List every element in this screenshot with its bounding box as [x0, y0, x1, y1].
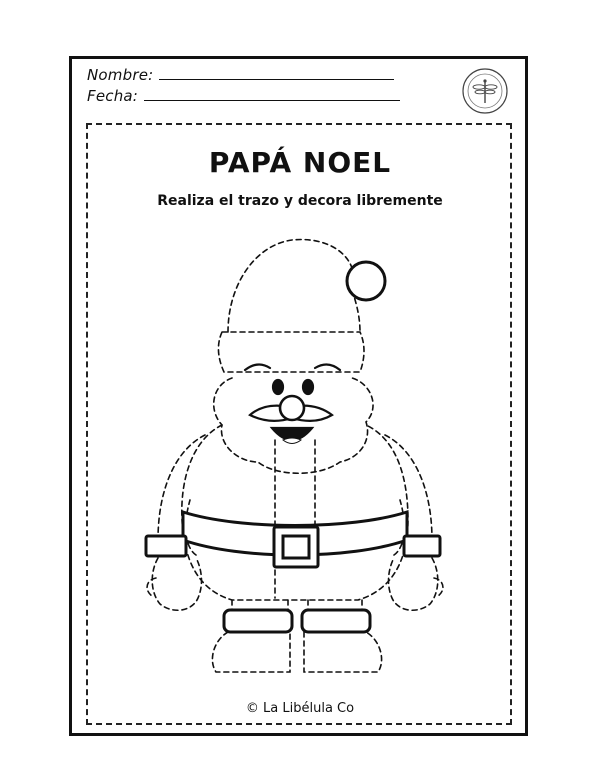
dragonfly-logo-icon [461, 67, 509, 115]
fecha-field[interactable] [87, 87, 400, 105]
nombre-label: Nombre: [87, 66, 154, 84]
left-boot-top [224, 610, 292, 632]
santa-tracing-drawing [140, 228, 445, 688]
left-boot-trace [212, 632, 290, 672]
left-mitten-trace [152, 558, 201, 610]
fecha-line[interactable] [144, 100, 400, 101]
right-mitten-trace [388, 558, 437, 610]
tongue [283, 438, 301, 444]
hat-pompom [347, 262, 385, 300]
worksheet-title: PAPÁ NOEL [208, 146, 392, 179]
right-cuff [404, 536, 440, 556]
left-brow [245, 364, 270, 370]
fecha-label: Fecha: [87, 87, 139, 105]
hat-brim-trace [218, 332, 364, 372]
belt-buckle-inner [283, 536, 309, 558]
left-cuff [146, 536, 186, 556]
beard-trace [214, 378, 373, 473]
right-boot-top [302, 610, 370, 632]
nose [280, 396, 304, 420]
footer-credit: © La Libélula Co [245, 701, 355, 716]
hat-cone-trace [228, 240, 352, 332]
nombre-line[interactable] [159, 79, 394, 80]
right-boot-trace [304, 632, 382, 672]
left-eye [273, 380, 283, 394]
worksheet-instruction: Realiza el trazo y decora libremente [157, 193, 443, 209]
body-trace [182, 425, 408, 600]
right-eye [303, 380, 313, 394]
nombre-field[interactable] [87, 66, 394, 84]
right-brow [315, 364, 340, 370]
